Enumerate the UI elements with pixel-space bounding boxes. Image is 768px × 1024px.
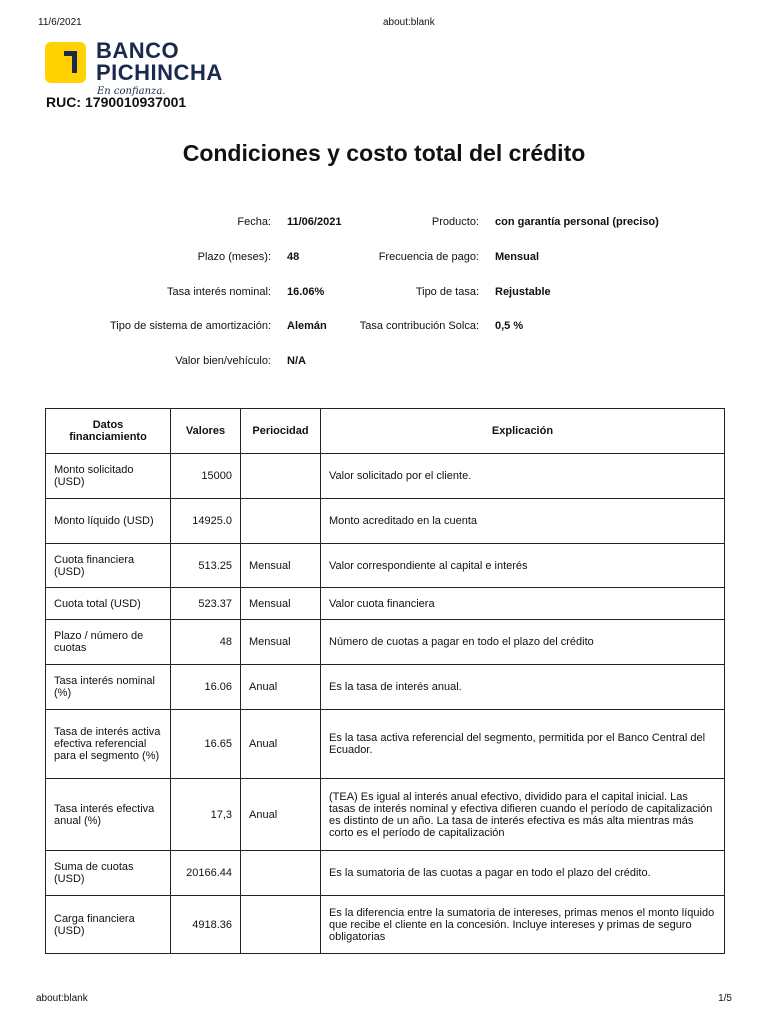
row-explanation: Valor cuota financiera xyxy=(321,588,725,620)
page-number: 1/5 xyxy=(718,993,732,1004)
table-row xyxy=(46,620,725,665)
row-explanation: Es la diferencia entre la sumatoria de intereses, primas menos el monto líquido que recibe el cliente en la concesión. Incluye intereses y primas de seguro obligatorias xyxy=(321,896,725,954)
row-value: 16.65 xyxy=(171,710,241,779)
row-period: Anual xyxy=(241,665,321,710)
table-row xyxy=(46,710,725,779)
header-periocidad: Periocidad xyxy=(241,409,321,454)
row-label: Plazo / número de cuotas xyxy=(46,620,171,665)
frecuencia-value: Mensual xyxy=(495,251,540,263)
row-label: Tasa de interés activa efectiva referencial para el segmento (%) xyxy=(46,710,171,779)
row-label: Monto solicitado (USD) xyxy=(46,454,171,499)
solca-value: 0,5 % xyxy=(495,320,524,332)
tasa-nominal-label: Tasa interés nominal: xyxy=(167,286,271,298)
row-value: 16.06 xyxy=(171,665,241,710)
row-explanation: Valor solicitado por el cliente. xyxy=(321,454,725,499)
row-explanation: Es la tasa activa referencial del segmento, permitida por el Banco Central del Ecuador. xyxy=(321,710,725,779)
tipo-tasa-label: Tipo de tasa: xyxy=(415,286,479,298)
row-value: 4918.36 xyxy=(171,896,241,954)
plazo-value: 48 xyxy=(287,251,300,263)
row-value: 48 xyxy=(171,620,241,665)
page-title: Condiciones y costo total del crédito xyxy=(182,140,586,166)
row-explanation: Es la sumatoria de las cuotas a pagar en todo el plazo del crédito. xyxy=(321,851,725,896)
row-value: 15000 xyxy=(171,454,241,499)
frecuencia-label: Frecuencia de pago: xyxy=(378,251,479,263)
row-explanation: Valor correspondiente al capital e interés xyxy=(321,544,725,588)
row-explanation: Número de cuotas a pagar en todo el plazo del crédito xyxy=(321,620,725,665)
row-label: Monto líquido (USD) xyxy=(46,499,171,544)
header-valores: Valores xyxy=(171,409,241,454)
valor-bien-label: Valor bien/vehículo: xyxy=(175,355,271,367)
row-label: Carga financiera (USD) xyxy=(46,896,171,954)
row-period: Mensual xyxy=(241,620,321,665)
row-label: Cuota financiera (USD) xyxy=(46,544,171,588)
row-period xyxy=(241,454,321,499)
row-period: Mensual xyxy=(241,588,321,620)
tipo-tasa-value: Rejustable xyxy=(495,286,551,298)
table-row xyxy=(46,851,725,896)
row-explanation: Monto acreditado en la cuenta xyxy=(321,499,725,544)
row-label: Tasa interés nominal (%) xyxy=(46,665,171,710)
table-row xyxy=(46,665,725,710)
table-row xyxy=(46,544,725,588)
bank-tagline: En confianza. xyxy=(97,86,166,97)
row-value: 523.37 xyxy=(171,588,241,620)
table-row xyxy=(46,454,725,499)
row-period: Anual xyxy=(241,779,321,851)
plazo-label: Plazo (meses): xyxy=(197,251,271,263)
ruc-label: RUC: xyxy=(46,94,81,110)
row-period: Mensual xyxy=(241,544,321,588)
bank-name-line1: BANCO xyxy=(96,38,180,63)
ruc-value: 1790010937001 xyxy=(85,94,187,110)
producto-value: con garantía personal (preciso) xyxy=(495,216,659,228)
header-datos: Datos financiamiento xyxy=(46,409,171,454)
row-explanation: (TEA) Es igual al interés anual efectivo, dividido para el capital inicial. Las tasas de interés nominal y efectiva difieren cuando el período de capitalización es distinto de un año. La tasa de interés efectiva es más alta mientras más corto es el período de capitalización xyxy=(321,779,725,851)
row-label: Cuota total (USD) xyxy=(46,588,171,620)
table-row xyxy=(46,896,725,954)
table-header-row xyxy=(46,409,725,454)
ruc xyxy=(46,94,186,110)
amortizacion-label: Tipo de sistema de amortización: xyxy=(110,320,271,332)
row-explanation: Es la tasa de interés anual. xyxy=(321,665,725,710)
amortizacion-value: Alemán xyxy=(287,320,327,332)
row-period: Anual xyxy=(241,710,321,779)
row-value: 20166.44 xyxy=(171,851,241,896)
valor-bien-value: N/A xyxy=(287,355,306,367)
tasa-nominal-value: 16.06% xyxy=(287,286,325,298)
row-label: Tasa interés efectiva anual (%) xyxy=(46,779,171,851)
table-row xyxy=(46,779,725,851)
table-row xyxy=(46,588,725,620)
financing-table xyxy=(45,408,725,954)
row-label: Suma de cuotas (USD) xyxy=(46,851,171,896)
bank-name-line2: PICHINCHA xyxy=(96,60,223,85)
bank-logo-icon xyxy=(45,42,86,83)
print-url-footer: about:blank xyxy=(36,993,88,1004)
print-date: 11/6/2021 xyxy=(38,17,82,28)
print-url-header: about:blank xyxy=(383,17,435,28)
row-period xyxy=(241,851,321,896)
fecha-label: Fecha: xyxy=(237,216,271,228)
fecha-value: 11/06/2021 xyxy=(287,216,342,228)
header-explicacion: Explicación xyxy=(321,409,725,454)
row-period xyxy=(241,896,321,954)
row-value: 14925.0 xyxy=(171,499,241,544)
solca-label: Tasa contribución Solca: xyxy=(359,320,479,332)
table-row xyxy=(46,499,725,544)
producto-label: Producto: xyxy=(431,216,479,228)
row-value: 513.25 xyxy=(171,544,241,588)
row-period xyxy=(241,499,321,544)
row-value: 17,3 xyxy=(171,779,241,851)
